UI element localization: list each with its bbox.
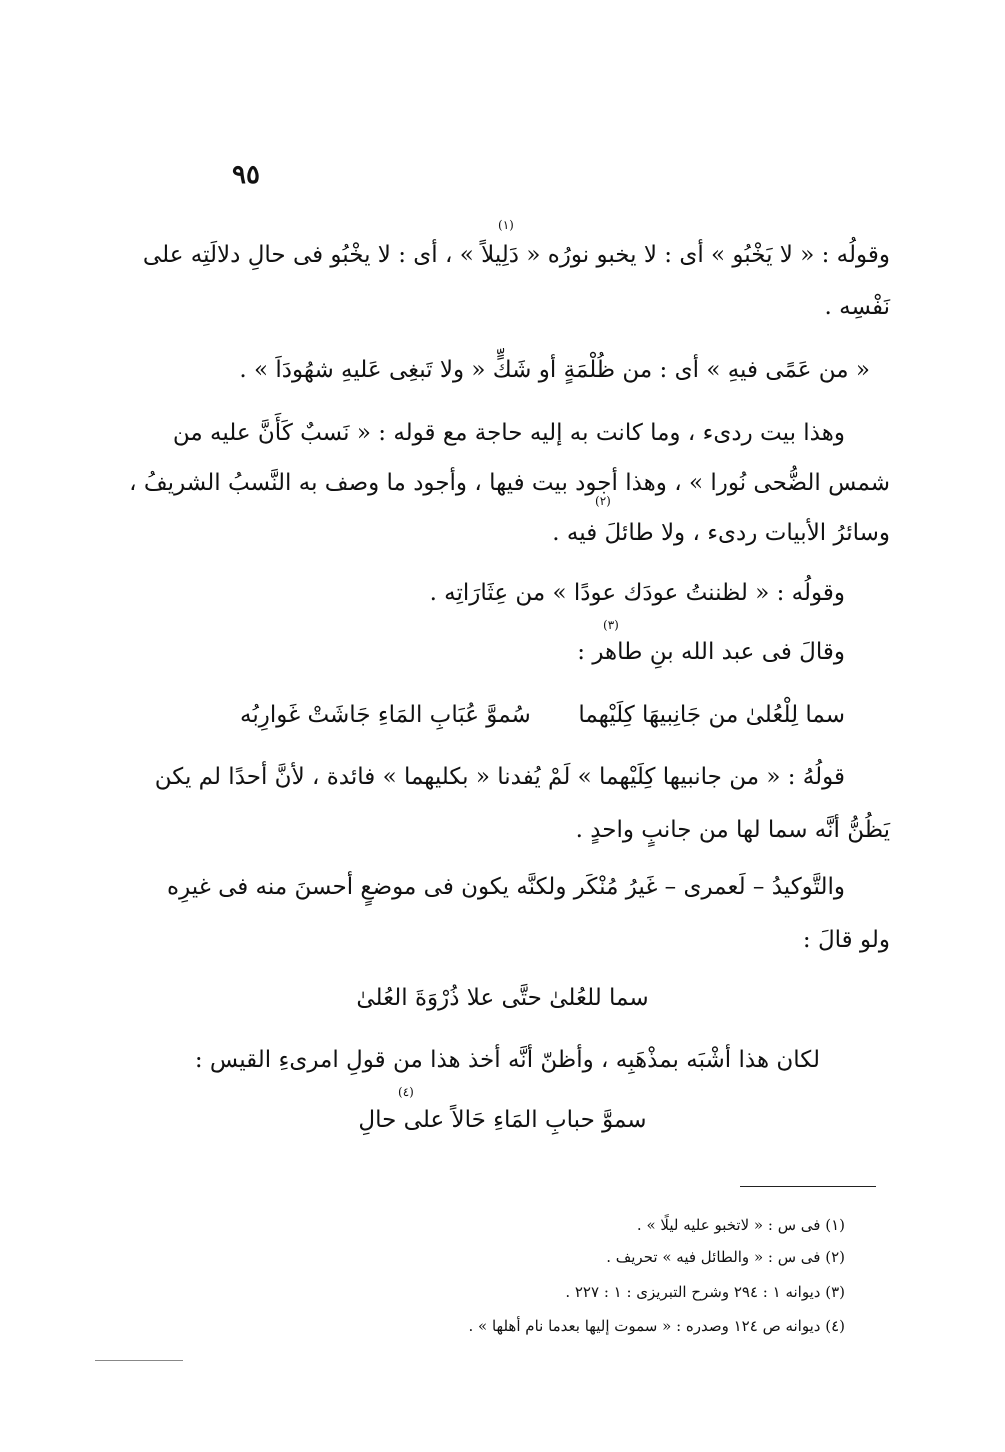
text-line-7: وقولُه : « لظننتُ عودَك عودًا » من عِثَارَاتِه .	[429, 580, 845, 606]
footnote-mark-1: (١)	[498, 218, 514, 232]
text-line-13: لكان هذا أشْبَه بمذْهَبِه ، وأظنّ أنَّه أخذ هذا من قولِ امرىءِ القيس :	[194, 1047, 820, 1073]
footnote-2: (٢) فى س : « والطائل فيه » تحريف .	[606, 1248, 845, 1266]
footnote-mark-3: (٣)	[603, 618, 619, 632]
verse-main-second-hemistich: سُموَّ عُبَابِ المَاءِ جَاشَتْ غَوارِبُه	[240, 702, 531, 728]
page-number: ٩٥	[232, 160, 260, 190]
text-line-5: شمس الضُّحى نُورا » ، وهذا أجود بيت فيها ، وأجود ما وصف به النَّسبُ الشريفُ ،	[129, 470, 890, 496]
text-line-2: نَفْسِه .	[824, 294, 890, 320]
text-line-8: وقالَ فى عبد الله بنِ طاهر :	[577, 639, 845, 665]
footnote-3: (٣) ديوانه ١ : ٢٩٤ وشرح التبريزى : ١ : ٢٢٧ .	[565, 1283, 845, 1301]
footnote-1: (١) فى س : « لاتخبو عليه ليلًا » .	[636, 1216, 845, 1234]
text-line-10: يَظُنُّ أنَّه سما لها من جانبٍ واحدٍ .	[575, 817, 890, 843]
text-line-6: وسائرُ الأبيات ردىء ، ولا طائلَ فيه .	[552, 520, 890, 546]
page-edge-mark	[95, 1360, 183, 1361]
footnote-4: (٤) ديوانه ص ١٢٤ وصدره : « سموت إليها بعدما نام أهلها » .	[468, 1317, 845, 1335]
text-line-1: وقولُه : « لا يَخْبُو » أى : لا يخبو نورُه « دَلِيلاً » ، أى : لا يخْبُو فى حالِ دلالَتِه على	[142, 242, 890, 268]
text-line-9: قولُهُ : « من جانبيها كِلَيْهما » لَمْ يُفدنا « بكليهما » فائدة ، لأنَّ أحدًا لم يكن	[154, 764, 845, 790]
text-line-4: وهذا بيت ردىء ، وما كانت به إليه حاجة مع قوله : « نَسبٌ كَأَنَّ عليه من	[172, 420, 845, 446]
verse-imru-al-qays: سموَّ حبابِ المَاءِ حَالاً على حالِ	[358, 1107, 647, 1133]
text-line-3: « من عَمًى فيهِ » أى : من ظُلْمَةٍ أو شَكٍّ « ولا تَبغِى عَليهِ شهُودَاَ » .	[239, 357, 870, 383]
footnote-mark-4: (٤)	[398, 1085, 414, 1099]
footnote-separator	[740, 1186, 876, 1187]
text-line-12: ولو قالَ :	[802, 927, 890, 953]
footnote-mark-2: (٢)	[595, 494, 611, 508]
verse-main-first-hemistich: سما لِلْعُلىٰ من جَانِبيهَا كِلَيْهما	[578, 702, 845, 728]
text-line-11: والتَّوكيدُ – لَعمرى – غَيرُ مُنْكَر ولكنَّه يكون فى موضعٍ أحسنَ منه فى غيرِه	[167, 874, 845, 900]
verse-alt: سما للعُلىٰ حتَّى علا ذُرْوَةَ العُلىٰ	[356, 985, 649, 1011]
